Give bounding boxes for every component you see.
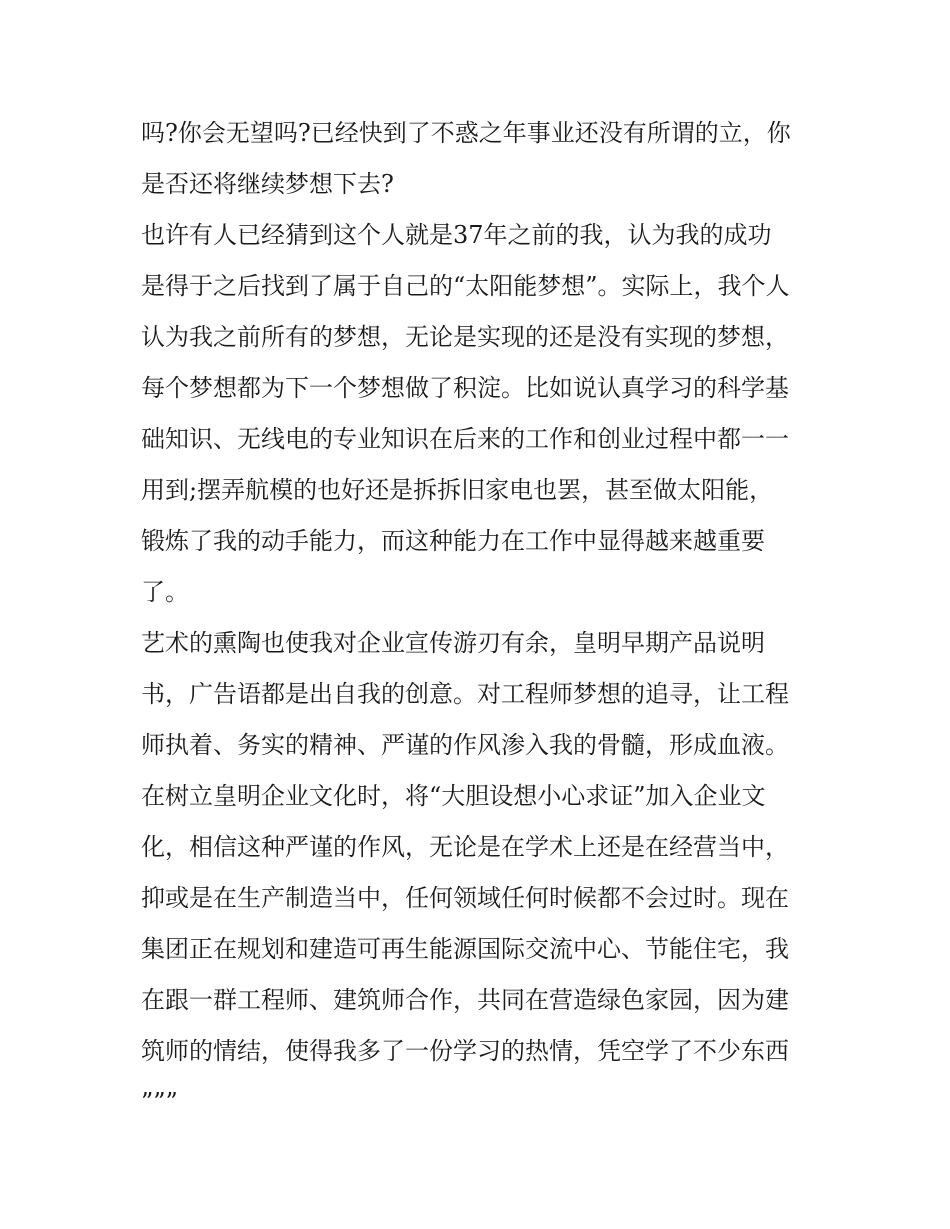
- text-line-7: 础知识、无线电的专业知识在后来的工作和创业过程中都一一: [141, 425, 789, 453]
- text-line-12: 书，广告语都是出自我的创意。对工程师梦想的追寻，让工程: [141, 680, 789, 708]
- text-line-17: 集团正在规划和建造可再生能源国际交流中心、节能住宅，我: [141, 935, 789, 963]
- text-line-4: 是得于之后找到了属于自己的“太阳能梦想”。实际上，我个人: [141, 272, 790, 300]
- text-line-11: 艺术的熏陶也使我对企业宣传游刃有余，皇明早期产品说明: [141, 629, 765, 657]
- text-line-16: 抑或是在生产制造当中，任何领域任何时候都不会过时。现在: [141, 884, 789, 912]
- text-line-19: 筑师的情结，使得我多了一份学习的热情，凭空学了不少东西: [141, 1037, 789, 1065]
- text-line-20: ”””: [141, 1088, 178, 1116]
- text-line-13: 师执着、务实的精神、严谨的作风渗入我的骨髓，形成血液。: [141, 731, 789, 759]
- text-line-15: 化，相信这种严谨的作风，无论是在学术上还是在经营当中，: [141, 833, 789, 861]
- text-line-8: 用到;摆弄航模的也好还是拆拆旧家电也罢，甚至做太阳能，: [141, 476, 774, 504]
- text-line-1: 吗?你会无望吗?已经快到了不惑之年事业还没有所谓的立，你: [141, 119, 791, 147]
- text-line-10: 了。: [141, 578, 189, 606]
- text-line-5: 认为我之前所有的梦想，无论是实现的还是没有实现的梦想，: [141, 323, 789, 351]
- text-line-14: 在树立皇明企业文化时，将“大胆设想小心求证”加入企业文: [141, 782, 766, 810]
- text-line-2: 是否还将继续梦想下去?: [141, 170, 394, 198]
- text-line-18: 在跟一群工程师、建筑师合作，共同在营造绿色家园，因为建: [141, 986, 789, 1014]
- text-line-3: 也许有人已经猜到这个人就是37年之前的我，认为我的成功: [141, 221, 772, 249]
- body-text: [141, 108, 821, 1128]
- text-line-9: 锻炼了我的动手能力，而这种能力在工作中显得越来越重要: [141, 527, 765, 555]
- text-line-6: 每个梦想都为下一个梦想做了积淀。比如说认真学习的科学基: [141, 374, 789, 402]
